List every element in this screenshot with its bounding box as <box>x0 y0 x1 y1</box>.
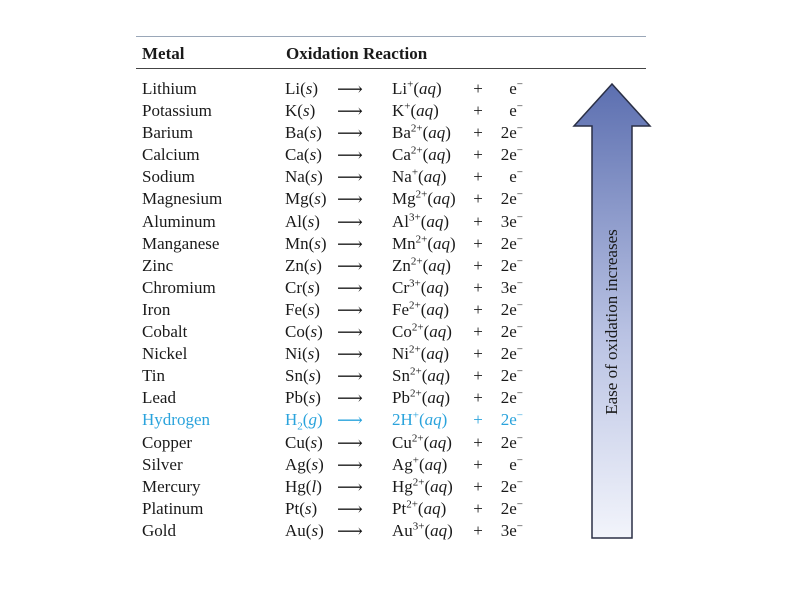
reactant: $H_2(g)$ <box>285 410 323 433</box>
metal-name: Chromium <box>142 277 216 297</box>
top-rule <box>136 36 646 37</box>
table-row <box>0 321 560 343</box>
table-row <box>0 520 560 542</box>
reaction-arrow-icon: ⟶ <box>337 432 363 453</box>
plus-sign: + <box>473 322 483 342</box>
table-row <box>0 454 560 476</box>
electrons: 2e− <box>500 321 523 342</box>
metal-name: Aluminum <box>142 211 216 231</box>
metal-name: Calcium <box>142 145 200 165</box>
table-row <box>0 211 560 233</box>
table-row <box>0 255 560 277</box>
product-ion: $Fe^{2+}(aq)$ <box>392 299 450 319</box>
table-row <box>0 409 560 431</box>
reaction-arrow-icon: ⟶ <box>337 344 363 365</box>
plus-sign: + <box>473 233 483 253</box>
plus-sign: + <box>473 520 483 540</box>
reaction-arrow-icon: ⟶ <box>337 167 363 188</box>
metal-name: Manganese <box>142 233 220 253</box>
plus-sign: + <box>473 366 483 386</box>
reaction-arrow-icon: ⟶ <box>337 79 363 99</box>
table-row <box>0 122 560 144</box>
plus-sign: + <box>473 79 483 98</box>
product-ion: Ag+(aq) <box>392 453 448 474</box>
product-ion: $Zn^{2+}(aq)$ <box>392 255 451 275</box>
metal-name: Nickel <box>142 344 188 364</box>
plus-sign: + <box>473 344 483 364</box>
product-ion: $Pb^{2+}(aq)$ <box>392 387 451 408</box>
plus-sign: + <box>473 167 483 187</box>
reactant: Zn(s) <box>285 255 322 275</box>
electrons: 2e− <box>500 343 523 364</box>
reaction-arrow-icon: ⟶ <box>337 211 363 232</box>
metal-name: Iron <box>142 299 171 319</box>
reactant: Pt(s) <box>285 498 318 518</box>
reaction-arrow-icon: ⟶ <box>337 277 363 298</box>
reactant: Co(s) <box>285 322 323 342</box>
reaction-arrow-icon: ⟶ <box>337 101 363 122</box>
metal-name: Platinum <box>142 498 204 518</box>
metal-name: Tin <box>142 366 166 386</box>
table-row <box>0 343 560 365</box>
plus-sign: + <box>473 123 483 143</box>
metal-name: Potassium <box>142 101 212 121</box>
plus-sign: + <box>473 432 483 452</box>
electrons: e− <box>509 453 523 474</box>
plus-sign: + <box>473 388 483 408</box>
plus-sign: + <box>473 454 483 474</box>
table-row <box>0 387 560 409</box>
electrons: e− <box>509 78 523 98</box>
electrons: 3e− <box>500 520 523 540</box>
product-ion: $Mg^{2+}(aq)$ <box>392 188 456 209</box>
table-row <box>0 498 560 520</box>
table-row <box>0 277 560 299</box>
reaction-arrow-icon: ⟶ <box>337 299 363 320</box>
plus-sign: + <box>473 255 483 275</box>
product-ion: $Cr^{3+}(aq)$ <box>392 277 450 297</box>
reaction-arrow-icon: ⟶ <box>337 498 363 519</box>
product-ion: Na+(aq) <box>392 166 447 187</box>
product-ion: $Cu^{2+}(aq)$ <box>392 431 452 452</box>
product-ion: $Ni^{2+}(aq)$ <box>392 343 450 364</box>
reactant: Sn(s) <box>285 366 321 386</box>
reaction-arrow-icon: ⟶ <box>337 454 363 475</box>
reaction-arrow-icon: ⟶ <box>337 388 363 409</box>
plus-sign: + <box>473 145 483 165</box>
reaction-arrow-icon: ⟶ <box>337 366 363 387</box>
reactant: Mn(s) <box>285 233 327 253</box>
column-header-metal: Metal <box>142 44 185 63</box>
metal-name: Lithium <box>142 79 197 98</box>
electrons: e− <box>509 166 523 187</box>
metal-name: Hydrogen <box>142 410 210 430</box>
reaction-arrow-icon: ⟶ <box>337 145 363 166</box>
plus-sign: + <box>473 299 483 319</box>
reactant: Cu(s) <box>285 432 323 452</box>
reactant: Ag(s) <box>285 454 324 474</box>
table-row <box>0 78 560 100</box>
electrons: e− <box>509 100 523 121</box>
reactant: Mg(s) <box>285 189 327 209</box>
electrons: 2e− <box>500 299 523 319</box>
electrons: 2e− <box>500 498 523 518</box>
metal-name: Barium <box>142 123 193 143</box>
plus-sign: + <box>473 410 483 430</box>
product-ion: $Ca^{2+}(aq)$ <box>392 144 451 165</box>
reaction-arrow-icon: ⟶ <box>337 520 363 541</box>
reaction-arrow-icon: ⟶ <box>337 123 363 144</box>
product-ion: $Al^{3+}(aq)$ <box>392 210 450 231</box>
electrons: 2e− <box>500 476 523 496</box>
product-ion: $Pt^{2+}(aq)$ <box>392 498 447 518</box>
table-row <box>0 100 560 122</box>
product-ion: K+(aq) <box>392 100 439 121</box>
reactant: Au(s) <box>285 520 324 540</box>
reactant: Pb(s) <box>285 388 321 408</box>
plus-sign: + <box>473 101 483 121</box>
reactant: Na(s) <box>285 167 323 187</box>
plus-sign: + <box>473 277 483 297</box>
table-row <box>0 188 560 210</box>
product-ion: Li+(aq) <box>392 78 442 98</box>
reactant: Ba(s) <box>285 123 322 143</box>
table-row <box>0 432 560 454</box>
metal-name: Cobalt <box>142 322 188 342</box>
electrons: 2e− <box>500 122 523 143</box>
product-ion: $Co^{2+}(aq)$ <box>392 321 452 342</box>
electrons: 2e− <box>500 387 523 408</box>
electrons: 2e− <box>500 431 523 452</box>
table-row <box>0 144 560 166</box>
metal-name: Gold <box>142 520 176 540</box>
product-ion: $Hg^{2+}(aq)$ <box>392 476 453 496</box>
table-row <box>0 233 560 255</box>
reactant: Al(s) <box>285 211 320 231</box>
arrow-label: Ease of oxidation increases <box>602 229 621 415</box>
metal-name: Sodium <box>142 167 195 187</box>
reaction-arrow-icon: ⟶ <box>337 255 363 276</box>
metal-name: Lead <box>142 388 176 408</box>
reactant: Cr(s) <box>285 277 320 297</box>
reaction-arrow-icon: ⟶ <box>337 322 363 343</box>
metal-name: Magnesium <box>142 189 223 209</box>
plus-sign: + <box>473 211 483 231</box>
metal-name: Zinc <box>142 255 174 275</box>
product-ion: $Mn^{2+}(aq)$ <box>392 233 456 253</box>
oxidation-table <box>0 78 560 542</box>
reactant: Fe(s) <box>285 299 320 319</box>
electrons: 3e− <box>500 277 523 297</box>
product-ion: $Ba^{2+}(aq)$ <box>392 122 451 143</box>
electrons: 2e− <box>500 233 523 253</box>
reaction-arrow-icon: ⟶ <box>337 410 363 431</box>
metal-name: Copper <box>142 432 193 452</box>
electrons: 2e− <box>500 365 523 386</box>
reactant: Hg(l) <box>285 476 322 496</box>
plus-sign: + <box>473 476 483 496</box>
header-rule <box>136 68 646 69</box>
reactant: Ni(s) <box>285 344 320 364</box>
reactant: Li(s) <box>285 79 319 98</box>
metal-name: Mercury <box>142 476 201 496</box>
electrons: 2e− <box>500 255 523 275</box>
table-row <box>0 476 560 498</box>
electrons: 3e− <box>500 210 523 231</box>
electrons: 2e− <box>500 144 523 165</box>
product-ion: 2H+(aq) <box>392 409 448 430</box>
plus-sign: + <box>473 498 483 518</box>
reactant: Ca(s) <box>285 145 322 165</box>
column-header-reaction: Oxidation Reaction <box>286 44 428 63</box>
plus-sign: + <box>473 189 483 209</box>
reaction-arrow-icon: ⟶ <box>337 476 363 497</box>
product-ion: $Sn^{2+}(aq)$ <box>392 365 451 386</box>
reaction-arrow-icon: ⟶ <box>337 189 363 210</box>
table-row <box>0 166 560 188</box>
metal-name: Silver <box>142 454 183 474</box>
electrons: 2e− <box>500 409 523 430</box>
product-ion: $Au^{3+}(aq)$ <box>392 520 453 540</box>
electrons: 2e− <box>500 188 523 209</box>
table-row <box>0 299 560 321</box>
table-row <box>0 365 560 387</box>
reactant: K(s) <box>285 101 316 121</box>
reaction-arrow-icon: ⟶ <box>337 233 363 254</box>
